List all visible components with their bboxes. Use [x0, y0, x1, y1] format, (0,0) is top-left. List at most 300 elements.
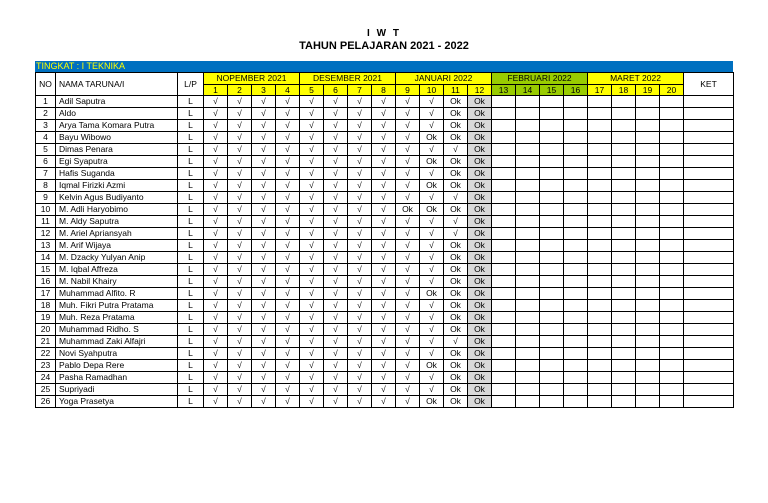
week-number: 16: [564, 85, 588, 96]
attendance-cell: Ok: [468, 168, 492, 180]
attendance-cell: [564, 300, 588, 312]
row-no: 7: [36, 168, 56, 180]
attendance-cell: [492, 132, 516, 144]
attendance-cell: [492, 192, 516, 204]
attendance-cell: √: [300, 336, 324, 348]
attendance-cell: [540, 168, 564, 180]
row-lp: L: [178, 324, 204, 336]
attendance-cell: √: [300, 264, 324, 276]
row-ket: [684, 204, 734, 216]
table-row: [36, 120, 734, 132]
attendance-cell: √: [228, 396, 252, 408]
attendance-cell: √: [228, 360, 252, 372]
attendance-cell: √: [204, 264, 228, 276]
attendance-cell: √: [348, 240, 372, 252]
attendance-cell: [516, 204, 540, 216]
attendance-cell: Ok: [420, 360, 444, 372]
attendance-cell: Ok: [468, 324, 492, 336]
attendance-cell: √: [324, 156, 348, 168]
attendance-cell: [540, 300, 564, 312]
attendance-cell: Ok: [444, 204, 468, 216]
attendance-cell: √: [252, 348, 276, 360]
attendance-cell: [492, 276, 516, 288]
attendance-cell: [564, 168, 588, 180]
attendance-cell: [636, 228, 660, 240]
attendance-cell: Ok: [420, 204, 444, 216]
attendance-cell: √: [252, 384, 276, 396]
attendance-cell: [588, 360, 612, 372]
attendance-cell: Ok: [444, 276, 468, 288]
attendance-cell: Ok: [468, 108, 492, 120]
attendance-cell: [660, 312, 684, 324]
attendance-cell: [660, 228, 684, 240]
attendance-cell: Ok: [444, 264, 468, 276]
attendance-cell: [660, 300, 684, 312]
attendance-cell: [540, 252, 564, 264]
attendance-cell: [588, 96, 612, 108]
table-row: [36, 192, 734, 204]
attendance-cell: Ok: [420, 132, 444, 144]
attendance-cell: [612, 384, 636, 396]
attendance-cell: √: [324, 396, 348, 408]
attendance-cell: Ok: [444, 348, 468, 360]
header-lp: L/P: [178, 73, 204, 96]
attendance-cell: [612, 216, 636, 228]
attendance-cell: Ok: [468, 240, 492, 252]
attendance-cell: √: [252, 336, 276, 348]
attendance-cell: [540, 204, 564, 216]
row-lp: L: [178, 108, 204, 120]
attendance-cell: [516, 216, 540, 228]
attendance-cell: Ok: [444, 384, 468, 396]
attendance-cell: √: [252, 156, 276, 168]
attendance-cell: √: [300, 180, 324, 192]
row-lp: L: [178, 276, 204, 288]
row-nama: Dimas Penara: [56, 144, 178, 156]
attendance-cell: Ok: [444, 168, 468, 180]
row-lp: L: [178, 396, 204, 408]
attendance-cell: √: [204, 144, 228, 156]
attendance-cell: Ok: [468, 120, 492, 132]
attendance-cell: √: [396, 336, 420, 348]
attendance-cell: [588, 372, 612, 384]
attendance-cell: √: [372, 156, 396, 168]
attendance-cell: √: [420, 312, 444, 324]
attendance-cell: [612, 96, 636, 108]
attendance-cell: √: [300, 96, 324, 108]
table-row: [36, 384, 734, 396]
attendance-cell: [612, 156, 636, 168]
attendance-cell: √: [348, 372, 372, 384]
table-row: [36, 132, 734, 144]
attendance-cell: √: [420, 372, 444, 384]
month-header: DESEMBER 2021: [300, 73, 396, 85]
attendance-cell: Ok: [468, 252, 492, 264]
attendance-cell: √: [228, 384, 252, 396]
attendance-cell: √: [348, 168, 372, 180]
attendance-cell: √: [372, 120, 396, 132]
row-ket: [684, 180, 734, 192]
attendance-cell: [588, 264, 612, 276]
attendance-cell: √: [324, 348, 348, 360]
attendance-cell: [492, 96, 516, 108]
table-row: [36, 396, 734, 408]
attendance-cell: √: [228, 264, 252, 276]
attendance-cell: √: [372, 204, 396, 216]
attendance-cell: √: [396, 348, 420, 360]
attendance-cell: [492, 168, 516, 180]
attendance-cell: √: [396, 168, 420, 180]
attendance-cell: √: [420, 228, 444, 240]
attendance-cell: Ok: [444, 324, 468, 336]
attendance-cell: √: [348, 348, 372, 360]
header-nama: NAMA TARUNA/I: [56, 73, 178, 96]
row-lp: L: [178, 252, 204, 264]
attendance-cell: [516, 120, 540, 132]
attendance-cell: √: [324, 384, 348, 396]
row-nama: Muh. Fikri Putra Pratama: [56, 300, 178, 312]
attendance-cell: [588, 108, 612, 120]
week-number: 12: [468, 85, 492, 96]
row-nama: M. Nabil Khairy: [56, 276, 178, 288]
row-lp: L: [178, 180, 204, 192]
attendance-cell: [660, 144, 684, 156]
attendance-cell: √: [324, 276, 348, 288]
row-no: 12: [36, 228, 56, 240]
attendance-cell: √: [324, 252, 348, 264]
attendance-cell: [588, 168, 612, 180]
row-nama: Adil Saputra: [56, 96, 178, 108]
attendance-cell: Ok: [444, 180, 468, 192]
attendance-cell: √: [204, 384, 228, 396]
attendance-cell: Ok: [444, 360, 468, 372]
attendance-cell: [564, 120, 588, 132]
attendance-cell: √: [324, 264, 348, 276]
attendance-cell: [564, 372, 588, 384]
row-nama: Hafis Suganda: [56, 168, 178, 180]
attendance-cell: [636, 312, 660, 324]
row-nama: Arya Tama Komara Putra: [56, 120, 178, 132]
attendance-cell: [492, 288, 516, 300]
attendance-cell: √: [372, 240, 396, 252]
attendance-cell: [636, 336, 660, 348]
attendance-cell: √: [228, 144, 252, 156]
row-nama: Bayu Wibowo: [56, 132, 178, 144]
attendance-cell: √: [372, 252, 396, 264]
attendance-cell: [564, 180, 588, 192]
attendance-cell: √: [228, 288, 252, 300]
attendance-cell: √: [348, 276, 372, 288]
row-no: 4: [36, 132, 56, 144]
attendance-cell: [492, 312, 516, 324]
attendance-cell: √: [372, 288, 396, 300]
table-row: [36, 216, 734, 228]
row-ket: [684, 288, 734, 300]
table-row: [36, 264, 734, 276]
attendance-cell: √: [300, 156, 324, 168]
attendance-cell: √: [204, 360, 228, 372]
attendance-cell: √: [396, 108, 420, 120]
row-nama: M. Dzacky Yulyan Anip: [56, 252, 178, 264]
attendance-cell: [612, 360, 636, 372]
attendance-cell: [636, 264, 660, 276]
attendance-cell: √: [276, 156, 300, 168]
attendance-cell: [492, 372, 516, 384]
attendance-cell: √: [252, 120, 276, 132]
attendance-cell: Ok: [468, 372, 492, 384]
attendance-cell: √: [252, 396, 276, 408]
attendance-cell: [636, 168, 660, 180]
month-header: MARET 2022: [588, 73, 684, 85]
attendance-cell: [564, 240, 588, 252]
attendance-cell: [660, 96, 684, 108]
attendance-cell: √: [420, 252, 444, 264]
attendance-cell: Ok: [420, 288, 444, 300]
attendance-cell: [636, 192, 660, 204]
row-ket: [684, 132, 734, 144]
attendance-cell: √: [300, 372, 324, 384]
attendance-cell: √: [228, 216, 252, 228]
attendance-cell: [540, 348, 564, 360]
attendance-cell: √: [324, 120, 348, 132]
attendance-cell: √: [420, 120, 444, 132]
attendance-cell: [612, 192, 636, 204]
table-row: [36, 96, 734, 108]
row-nama: Muh. Reza Pratama: [56, 312, 178, 324]
row-no: 23: [36, 360, 56, 372]
attendance-cell: √: [372, 180, 396, 192]
attendance-cell: √: [444, 192, 468, 204]
attendance-cell: [588, 252, 612, 264]
attendance-cell: √: [372, 192, 396, 204]
row-nama: Pasha Ramadhan: [56, 372, 178, 384]
attendance-cell: Ok: [468, 216, 492, 228]
attendance-cell: [564, 360, 588, 372]
attendance-cell: [588, 144, 612, 156]
week-number: 3: [252, 85, 276, 96]
header-no: NO: [36, 73, 56, 96]
attendance-cell: [540, 144, 564, 156]
attendance-cell: √: [324, 288, 348, 300]
attendance-cell: √: [348, 396, 372, 408]
attendance-cell: √: [252, 300, 276, 312]
attendance-cell: √: [420, 108, 444, 120]
attendance-cell: [564, 96, 588, 108]
attendance-cell: √: [204, 108, 228, 120]
row-no: 24: [36, 372, 56, 384]
attendance-cell: Ok: [396, 204, 420, 216]
attendance-cell: √: [228, 204, 252, 216]
attendance-cell: [588, 132, 612, 144]
attendance-cell: [588, 216, 612, 228]
attendance-cell: [588, 336, 612, 348]
attendance-cell: [492, 228, 516, 240]
attendance-cell: √: [300, 300, 324, 312]
row-nama: Novi Syahputra: [56, 348, 178, 360]
attendance-cell: √: [276, 252, 300, 264]
attendance-cell: √: [372, 324, 396, 336]
attendance-cell: √: [204, 336, 228, 348]
month-header: FEBRUARI 2022: [492, 73, 588, 85]
attendance-cell: √: [372, 132, 396, 144]
attendance-cell: [636, 276, 660, 288]
attendance-cell: √: [396, 372, 420, 384]
attendance-cell: √: [300, 252, 324, 264]
table-row: [36, 276, 734, 288]
attendance-cell: √: [324, 216, 348, 228]
attendance-cell: √: [204, 396, 228, 408]
attendance-cell: [636, 300, 660, 312]
attendance-cell: √: [204, 132, 228, 144]
attendance-table: [35, 72, 734, 408]
attendance-cell: √: [324, 204, 348, 216]
attendance-cell: [516, 288, 540, 300]
attendance-cell: Ok: [444, 120, 468, 132]
attendance-cell: √: [300, 192, 324, 204]
attendance-cell: [492, 120, 516, 132]
row-no: 22: [36, 348, 56, 360]
attendance-cell: √: [420, 192, 444, 204]
attendance-cell: √: [324, 360, 348, 372]
attendance-cell: [612, 264, 636, 276]
attendance-cell: [636, 288, 660, 300]
row-nama: Muhammad Ridho. S: [56, 324, 178, 336]
attendance-cell: √: [276, 288, 300, 300]
attendance-cell: [540, 120, 564, 132]
attendance-cell: √: [276, 228, 300, 240]
attendance-cell: √: [348, 108, 372, 120]
row-ket: [684, 264, 734, 276]
attendance-cell: [564, 132, 588, 144]
attendance-cell: √: [252, 144, 276, 156]
row-lp: L: [178, 348, 204, 360]
attendance-cell: √: [372, 336, 396, 348]
attendance-cell: √: [228, 252, 252, 264]
attendance-cell: √: [348, 216, 372, 228]
attendance-cell: [564, 192, 588, 204]
attendance-cell: √: [372, 228, 396, 240]
month-header: JANUARI 2022: [396, 73, 492, 85]
attendance-cell: √: [228, 180, 252, 192]
attendance-cell: √: [204, 228, 228, 240]
attendance-cell: [612, 168, 636, 180]
week-number: 18: [612, 85, 636, 96]
attendance-cell: [612, 120, 636, 132]
row-no: 14: [36, 252, 56, 264]
attendance-cell: √: [228, 336, 252, 348]
attendance-cell: √: [348, 360, 372, 372]
attendance-cell: √: [204, 348, 228, 360]
attendance-cell: √: [420, 168, 444, 180]
attendance-cell: √: [228, 120, 252, 132]
attendance-cell: √: [324, 324, 348, 336]
attendance-cell: √: [444, 336, 468, 348]
attendance-cell: [636, 348, 660, 360]
row-lp: L: [178, 228, 204, 240]
attendance-cell: [636, 156, 660, 168]
attendance-cell: [540, 384, 564, 396]
attendance-cell: √: [372, 144, 396, 156]
attendance-cell: [564, 324, 588, 336]
table-row: [36, 336, 734, 348]
attendance-cell: √: [252, 96, 276, 108]
attendance-cell: √: [348, 228, 372, 240]
row-lp: L: [178, 264, 204, 276]
attendance-cell: √: [204, 372, 228, 384]
attendance-cell: [612, 312, 636, 324]
attendance-cell: √: [324, 336, 348, 348]
attendance-cell: Ok: [468, 204, 492, 216]
row-lp: L: [178, 372, 204, 384]
week-number: 17: [588, 85, 612, 96]
attendance-cell: [612, 396, 636, 408]
attendance-cell: Ok: [468, 288, 492, 300]
attendance-cell: [516, 240, 540, 252]
attendance-cell: [612, 204, 636, 216]
attendance-cell: [492, 156, 516, 168]
attendance-cell: [564, 252, 588, 264]
attendance-cell: Ok: [444, 300, 468, 312]
attendance-cell: √: [396, 96, 420, 108]
row-nama: M. Arif Wijaya: [56, 240, 178, 252]
attendance-cell: √: [372, 108, 396, 120]
attendance-cell: [660, 360, 684, 372]
attendance-cell: √: [396, 240, 420, 252]
attendance-cell: √: [300, 108, 324, 120]
attendance-cell: √: [420, 240, 444, 252]
row-lp: L: [178, 144, 204, 156]
row-nama: Iqmal Firizki Azmi: [56, 180, 178, 192]
attendance-cell: √: [372, 96, 396, 108]
attendance-cell: [492, 360, 516, 372]
attendance-cell: √: [324, 372, 348, 384]
row-nama: M. Ariel Apriansyah: [56, 228, 178, 240]
attendance-cell: [660, 336, 684, 348]
attendance-cell: √: [228, 240, 252, 252]
attendance-cell: [540, 132, 564, 144]
attendance-cell: √: [276, 192, 300, 204]
attendance-cell: Ok: [468, 228, 492, 240]
attendance-cell: [660, 372, 684, 384]
row-ket: [684, 96, 734, 108]
attendance-cell: [588, 384, 612, 396]
week-number: 8: [372, 85, 396, 96]
row-lp: L: [178, 216, 204, 228]
attendance-cell: [540, 396, 564, 408]
attendance-cell: [636, 252, 660, 264]
month-header: NOPEMBER 2021: [204, 73, 300, 85]
row-lp: L: [178, 312, 204, 324]
row-no: 9: [36, 192, 56, 204]
attendance-cell: [660, 180, 684, 192]
row-no: 19: [36, 312, 56, 324]
attendance-cell: [636, 216, 660, 228]
attendance-cell: √: [228, 372, 252, 384]
attendance-cell: [492, 300, 516, 312]
attendance-cell: √: [276, 216, 300, 228]
attendance-cell: √: [348, 132, 372, 144]
table-row: [36, 144, 734, 156]
attendance-cell: [516, 252, 540, 264]
attendance-cell: √: [276, 360, 300, 372]
attendance-cell: Ok: [468, 192, 492, 204]
attendance-cell: [516, 108, 540, 120]
row-no: 21: [36, 336, 56, 348]
row-lp: L: [178, 96, 204, 108]
attendance-cell: [660, 288, 684, 300]
attendance-cell: √: [300, 384, 324, 396]
attendance-cell: [636, 144, 660, 156]
